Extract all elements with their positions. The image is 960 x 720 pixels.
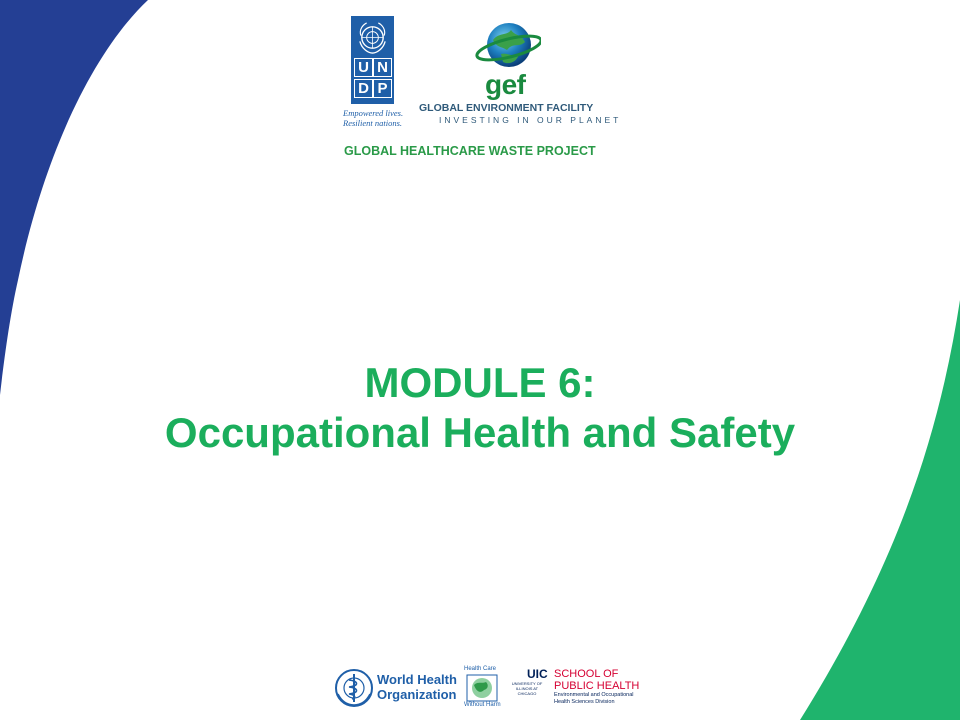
uic-logo	[507, 667, 640, 708]
gef-name: GLOBAL ENVIRONMENT FACILITY	[419, 102, 594, 114]
undp-letter-n: N	[373, 58, 392, 77]
uic-school-name	[554, 668, 639, 692]
blue-corner-band	[0, 0, 148, 395]
uic-mark: UIC	[527, 667, 548, 681]
hcwh-globe-icon	[466, 674, 498, 702]
uic-division-line-1: Environmental and Occupational	[554, 692, 634, 698]
uic-school-line-1: SCHOOL OF	[554, 668, 619, 680]
undp-tagline-line-2: Resilient nations.	[343, 118, 403, 128]
who-logo	[334, 668, 458, 708]
undp-tagline	[343, 108, 413, 128]
who-emblem-icon	[334, 668, 374, 708]
undp-letters	[351, 58, 394, 102]
slide-title	[0, 358, 960, 458]
undp-letter-u: U	[354, 58, 373, 77]
undp-letter-p: P	[373, 79, 392, 98]
who-text	[377, 672, 457, 702]
gef-wordmark: gef	[485, 69, 526, 100]
uic-division-line-2: Health Sciences Division	[554, 698, 615, 705]
who-text-line-1: World Health	[377, 672, 457, 687]
hcwh-bottom-text: Without Harm	[464, 702, 501, 708]
undp-letter-d: D	[354, 79, 373, 98]
uic-school-line-2: PUBLIC HEALTH	[554, 680, 640, 692]
uic-university: UNIVERSITY OF ILLINOIS AT CHICAGO	[511, 681, 543, 696]
uic-division	[554, 692, 634, 705]
project-title: GLOBAL HEALTHCARE WASTE PROJECT	[344, 144, 596, 158]
undp-tagline-line-1: Empowered lives.	[343, 108, 404, 118]
hcwh-logo	[462, 666, 502, 710]
un-emblem-icon	[355, 20, 390, 55]
gef-logo	[415, 18, 625, 130]
slide-title-line-2: Occupational Health and Safety	[164, 409, 796, 456]
hcwh-top-text: Health Care	[464, 666, 497, 672]
undp-logo-box	[351, 16, 394, 104]
slide-title-line-1: MODULE 6:	[364, 359, 596, 406]
who-text-line-2: Organization	[377, 687, 457, 702]
gef-tagline: INVESTING IN OUR PLANET	[439, 115, 622, 125]
undp-logo	[343, 16, 403, 128]
